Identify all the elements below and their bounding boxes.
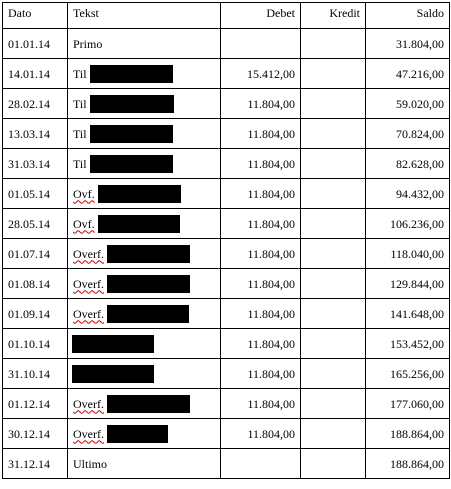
header-saldo: Saldo <box>366 3 450 29</box>
tekst-label: Overf. <box>73 396 104 411</box>
cell-debet <box>221 449 301 479</box>
cell-kredit <box>301 389 366 419</box>
cell-debet: 11.804,00 <box>221 389 301 419</box>
cell-dato: 31.03.14 <box>3 149 68 179</box>
cell-dato: 28.02.14 <box>3 89 68 119</box>
cell-tekst <box>68 89 221 119</box>
cell-tekst <box>68 179 221 209</box>
redaction-box <box>107 275 190 293</box>
cell-debet <box>221 29 301 59</box>
cell-kredit <box>301 179 366 209</box>
cell-dato: 01.09.14 <box>3 299 68 329</box>
redaction-box <box>98 215 180 233</box>
table-row <box>3 149 450 179</box>
cell-kredit <box>301 299 366 329</box>
cell-kredit <box>301 59 366 89</box>
cell-tekst <box>68 149 221 179</box>
redaction-box <box>90 155 173 173</box>
cell-dato: 28.05.14 <box>3 209 68 239</box>
cell-tekst <box>68 209 221 239</box>
header-debet: Debet <box>221 3 301 29</box>
redaction-box <box>98 185 181 203</box>
cell-tekst <box>68 119 221 149</box>
cell-tekst <box>68 299 221 329</box>
table-row <box>3 359 450 389</box>
cell-saldo: 94.432,00 <box>366 179 450 209</box>
cell-dato: 01.01.14 <box>3 29 68 59</box>
cell-debet: 11.804,00 <box>221 89 301 119</box>
tekst-label: Overf. <box>73 276 104 291</box>
table-row <box>3 119 450 149</box>
cell-kredit <box>301 359 366 389</box>
cell-saldo: 82.628,00 <box>366 149 450 179</box>
cell-tekst <box>68 449 221 479</box>
tekst-label: Overf. <box>73 426 104 441</box>
cell-tekst <box>68 329 221 359</box>
cell-dato: 31.12.14 <box>3 449 68 479</box>
cell-tekst <box>68 59 221 89</box>
redaction-box <box>107 425 168 443</box>
tekst-label: Til <box>73 126 87 141</box>
cell-debet: 15.412,00 <box>221 59 301 89</box>
cell-debet: 11.804,00 <box>221 299 301 329</box>
tekst-label: Ovf. <box>73 216 95 231</box>
cell-dato: 01.08.14 <box>3 269 68 299</box>
cell-saldo: 188.864,00 <box>366 449 450 479</box>
redaction-box <box>72 365 154 383</box>
cell-saldo: 165.256,00 <box>366 359 450 389</box>
redaction-box <box>90 65 173 83</box>
redaction-box <box>72 335 154 353</box>
header-kredit: Kredit <box>301 3 366 29</box>
redaction-box <box>107 245 190 263</box>
redaction-box <box>107 305 189 323</box>
cell-saldo: 129.844,00 <box>366 269 450 299</box>
cell-kredit <box>301 29 366 59</box>
tekst-label: Til <box>73 96 87 111</box>
table-row <box>3 449 450 479</box>
cell-debet: 11.804,00 <box>221 179 301 209</box>
tekst-label: Ultimo <box>73 457 108 472</box>
cell-dato: 01.07.14 <box>3 239 68 269</box>
cell-debet: 11.804,00 <box>221 269 301 299</box>
tekst-label: Overf. <box>73 306 104 321</box>
cell-debet: 11.804,00 <box>221 419 301 449</box>
cell-debet: 11.804,00 <box>221 329 301 359</box>
cell-dato: 01.05.14 <box>3 179 68 209</box>
cell-saldo: 153.452,00 <box>366 329 450 359</box>
cell-saldo: 188.864,00 <box>366 419 450 449</box>
cell-tekst <box>68 359 221 389</box>
tekst-label: Overf. <box>73 246 104 261</box>
table-row <box>3 419 450 449</box>
cell-saldo: 47.216,00 <box>366 59 450 89</box>
table-row <box>3 209 450 239</box>
cell-kredit <box>301 209 366 239</box>
tekst-label: Ovf. <box>73 186 95 201</box>
cell-tekst <box>68 269 221 299</box>
tekst-label: Til <box>73 156 87 171</box>
cell-saldo: 106.236,00 <box>366 209 450 239</box>
cell-dato: 13.03.14 <box>3 119 68 149</box>
cell-saldo: 59.020,00 <box>366 89 450 119</box>
cell-kredit <box>301 329 366 359</box>
cell-dato: 31.10.14 <box>3 359 68 389</box>
tekst-label: Primo <box>73 37 103 52</box>
cell-debet: 11.804,00 <box>221 149 301 179</box>
table-row <box>3 329 450 359</box>
cell-dato: 30.12.14 <box>3 419 68 449</box>
table-row <box>3 299 450 329</box>
table-row <box>3 89 450 119</box>
ledger-body <box>3 29 450 479</box>
cell-dato: 01.10.14 <box>3 329 68 359</box>
cell-kredit <box>301 119 366 149</box>
table-row <box>3 269 450 299</box>
cell-kredit <box>301 239 366 269</box>
cell-saldo: 70.824,00 <box>366 119 450 149</box>
cell-debet: 11.804,00 <box>221 239 301 269</box>
header-dato: Dato <box>3 3 68 29</box>
redaction-box <box>107 395 190 413</box>
cell-tekst <box>68 239 221 269</box>
cell-dato: 14.01.14 <box>3 59 68 89</box>
redaction-box <box>90 95 174 113</box>
tekst-label: Til <box>73 66 87 81</box>
header-row <box>3 3 450 29</box>
cell-kredit <box>301 149 366 179</box>
table-row <box>3 59 450 89</box>
cell-tekst <box>68 419 221 449</box>
cell-dato: 01.12.14 <box>3 389 68 419</box>
table-row <box>3 179 450 209</box>
table-row <box>3 29 450 59</box>
table-row <box>3 239 450 269</box>
cell-debet: 11.804,00 <box>221 119 301 149</box>
cell-tekst <box>68 389 221 419</box>
cell-kredit <box>301 269 366 299</box>
cell-saldo: 177.060,00 <box>366 389 450 419</box>
cell-kredit <box>301 449 366 479</box>
header-tekst: Tekst <box>68 3 221 29</box>
cell-kredit <box>301 419 366 449</box>
cell-kredit <box>301 89 366 119</box>
cell-debet: 11.804,00 <box>221 359 301 389</box>
cell-debet: 11.804,00 <box>221 209 301 239</box>
redaction-box <box>90 125 173 143</box>
cell-saldo: 141.648,00 <box>366 299 450 329</box>
cell-tekst <box>68 29 221 59</box>
cell-saldo: 118.040,00 <box>366 239 450 269</box>
ledger-table <box>2 2 450 479</box>
table-row <box>3 389 450 419</box>
cell-saldo: 31.804,00 <box>366 29 450 59</box>
